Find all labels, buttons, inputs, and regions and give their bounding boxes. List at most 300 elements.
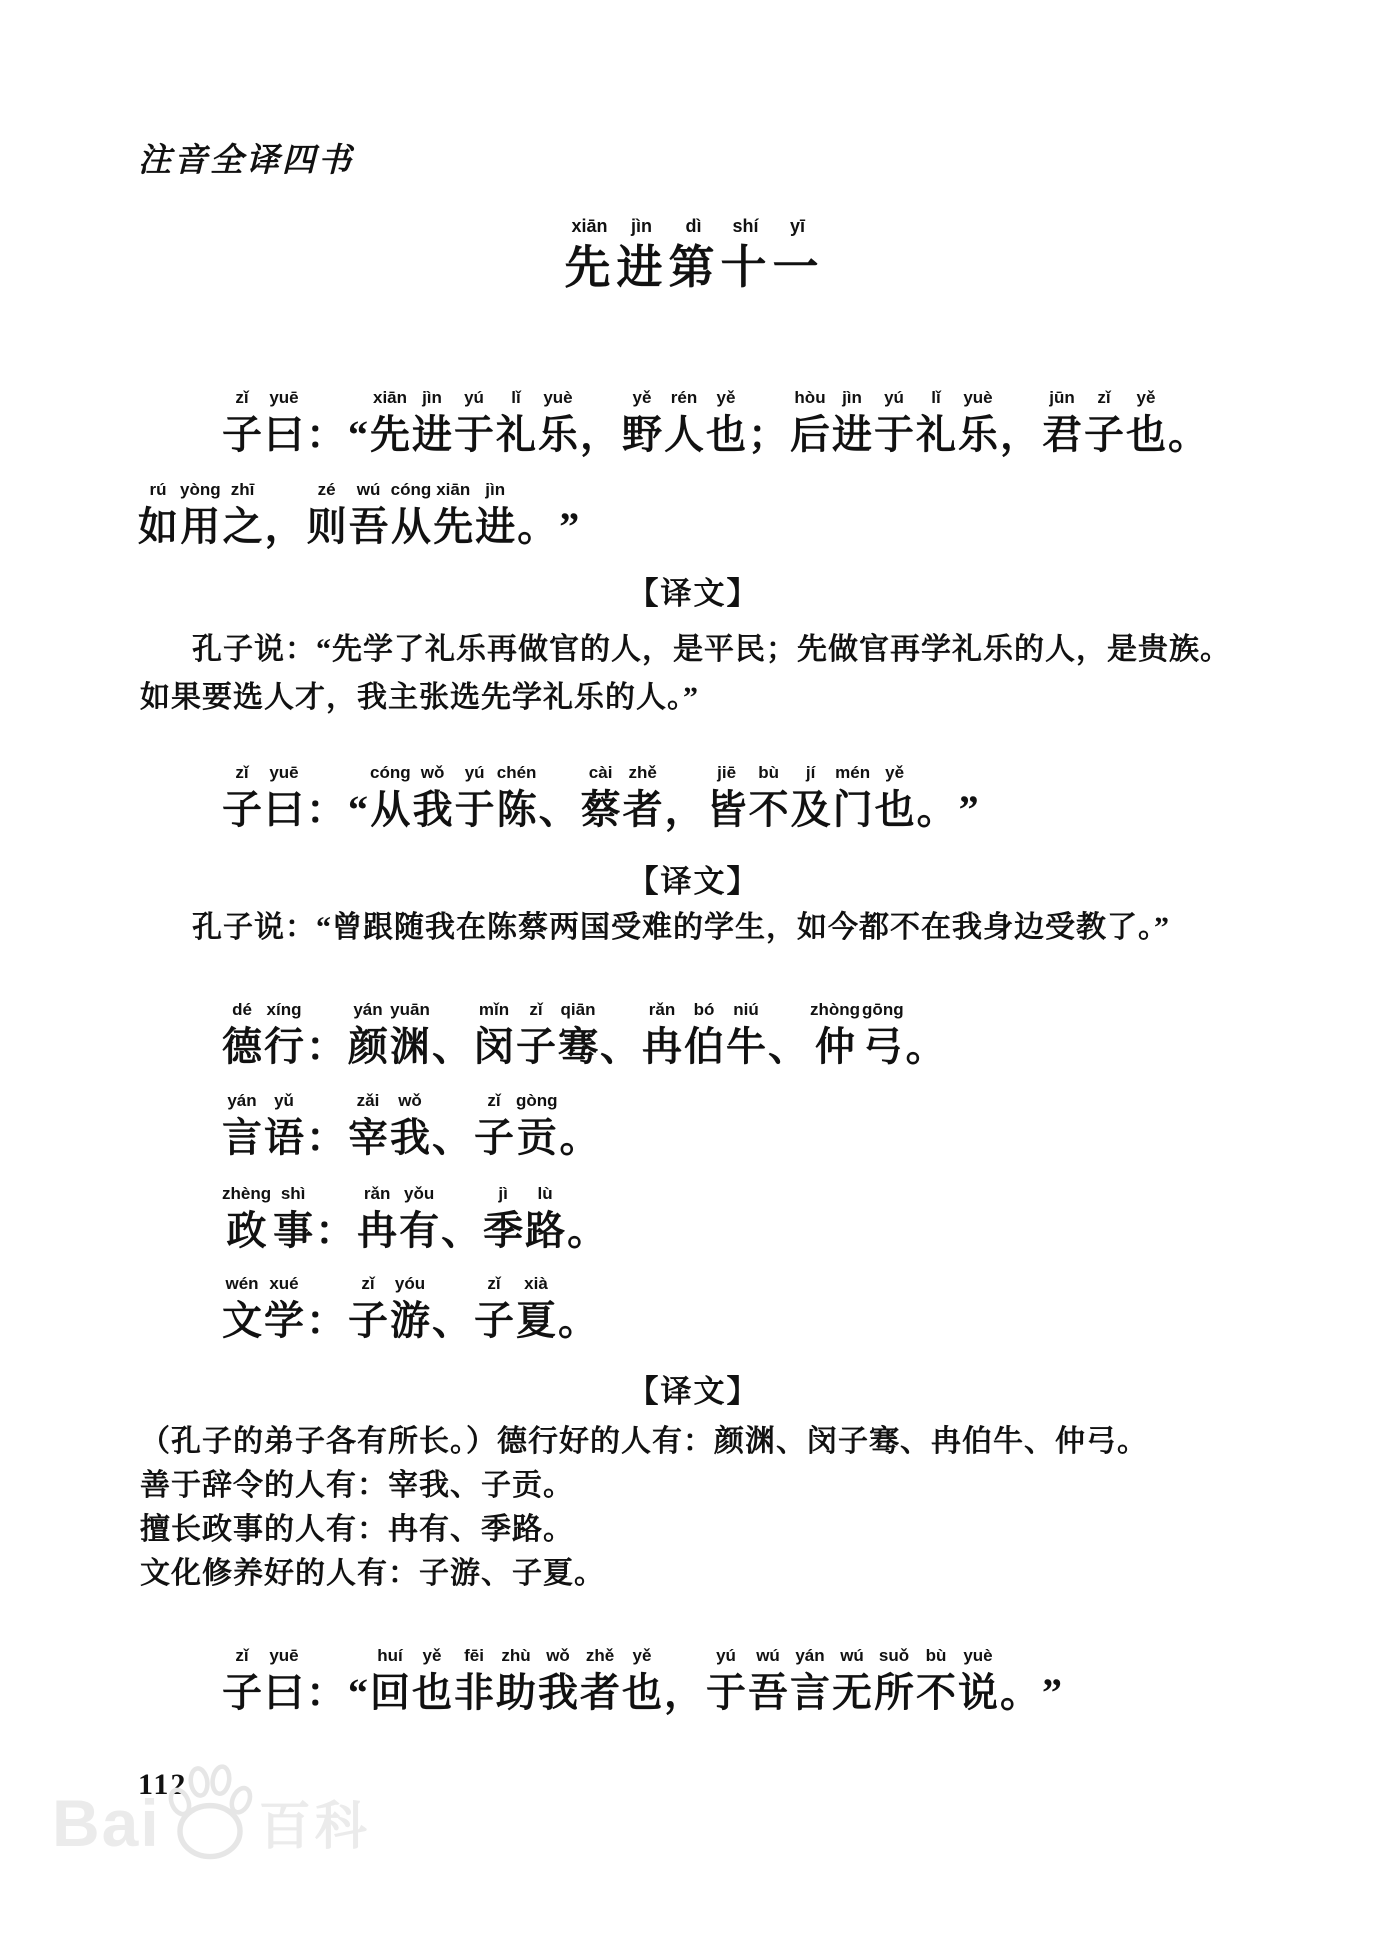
hanzi-text: ： <box>306 1024 346 1069</box>
hanzi-text: 者 <box>580 1670 620 1715</box>
pinyin-text: yuē <box>269 1646 299 1665</box>
translation-3-line-2: 善于辞令的人有：宰我、子贡。 <box>140 1469 574 1502</box>
pinyin-text: rǎn <box>363 1184 391 1203</box>
ruby-unit <box>875 763 915 834</box>
pinyin-text: jìn <box>422 388 442 407</box>
pinyin-text: cài <box>588 763 613 782</box>
chapter-title <box>0 215 1387 296</box>
ruby-unit <box>580 388 620 459</box>
pinyin-text <box>1042 1646 1062 1666</box>
ruby-unit <box>370 388 410 459</box>
pinyin-text: yǒu <box>403 1184 435 1203</box>
hanzi-text: 。 <box>567 1208 608 1253</box>
pinyin-text: bù <box>758 763 779 782</box>
pinyin-text: yuān <box>390 1000 430 1019</box>
hanzi-text: ： <box>306 787 346 832</box>
ruby-unit <box>617 215 667 296</box>
pinyin-text <box>1000 1646 1040 1666</box>
hanzi-text: 子 <box>348 1298 388 1343</box>
ruby-unit <box>1000 1646 1040 1717</box>
hanzi-text: 我 <box>538 1670 578 1715</box>
pinyin-text <box>560 1091 600 1111</box>
pinyin-text <box>768 1000 808 1020</box>
pinyin-text <box>558 1274 598 1294</box>
pinyin-text <box>306 1000 346 1020</box>
hanzi-text: 进 <box>412 412 452 457</box>
ruby-unit <box>539 763 579 834</box>
hanzi-text: 曰 <box>264 412 304 457</box>
pinyin-text: jì <box>498 1184 508 1203</box>
hanzi-text: 、 <box>538 787 579 832</box>
ruby-unit <box>664 1646 704 1717</box>
pinyin-text <box>306 1274 346 1294</box>
ruby-unit <box>726 1000 766 1071</box>
hanzi-text: ， <box>1000 412 1040 457</box>
pinyin-text: zǐ <box>235 763 249 782</box>
pinyin-text <box>315 1184 355 1204</box>
passage-zhengshi <box>137 1184 608 1255</box>
ruby-unit <box>265 480 305 551</box>
pinyin-text <box>306 1646 346 1666</box>
pinyin-text: wú <box>840 1646 864 1665</box>
pinyin-text: xiān <box>436 480 471 499</box>
pinyin-text: zhě <box>585 1646 615 1665</box>
pinyin-text: yóu <box>394 1274 426 1293</box>
pinyin-text: yī <box>789 216 805 236</box>
ruby-unit <box>474 1274 514 1345</box>
hanzi-text: 、 <box>600 1024 640 1069</box>
pinyin-text: yuè <box>963 388 993 407</box>
pinyin-text: gòng <box>516 1091 558 1110</box>
hanzi-text: 、 <box>441 1208 482 1253</box>
pinyin-text <box>959 763 979 783</box>
hanzi-text: 进 <box>616 242 667 293</box>
ruby-unit <box>721 215 771 296</box>
hanzi-text: 也 <box>622 1670 662 1715</box>
ruby-unit <box>370 1646 410 1717</box>
ruby-unit <box>810 1000 860 1071</box>
ruby-unit <box>306 763 346 834</box>
chapter-title-ruby-row <box>564 216 824 295</box>
ruby-unit <box>497 763 537 834</box>
hanzi-text: 伯 <box>684 1024 724 1069</box>
ruby-unit <box>454 1646 494 1717</box>
pinyin-text: yú <box>716 1646 736 1665</box>
watermark-text-left: Bai <box>52 1786 161 1860</box>
hanzi-text: ” <box>958 787 979 832</box>
hanzi-text: 不 <box>916 1670 956 1715</box>
ruby-unit <box>390 1000 430 1071</box>
hanzi-text: 十 <box>720 242 771 293</box>
ruby-unit <box>222 763 262 834</box>
pinyin-text: rú <box>149 480 167 499</box>
pinyin-text <box>265 480 305 500</box>
hanzi-text: 也 <box>1126 412 1166 457</box>
hanzi-text: 、 <box>432 1115 472 1160</box>
pinyin-text: wǒ <box>420 763 445 782</box>
ruby-unit <box>958 388 998 459</box>
ruby-unit <box>390 1274 430 1345</box>
hanzi-text: 颜 <box>348 1024 388 1069</box>
hanzi-text: 文 <box>222 1298 262 1343</box>
hanzi-text: 德 <box>222 1024 262 1069</box>
pinyin-text: wǒ <box>398 1091 422 1110</box>
pinyin-text: zǐ <box>235 388 249 407</box>
pinyin-text: fēi <box>464 1646 484 1665</box>
ruby-unit <box>874 388 914 459</box>
pinyin-text: jìn <box>485 480 506 499</box>
hanzi-text: 也 <box>412 1670 452 1715</box>
translation-1-line-2: 如果要选人才，我主张选先学礼乐的人。” <box>140 681 699 714</box>
pinyin-text: zǐ <box>1097 388 1111 407</box>
translation-2-line-1: 孔子说：“曾跟随我在陈蔡两国受难的学生，如今都不在我身边受教了。” <box>192 911 1170 944</box>
pinyin-text <box>306 388 346 408</box>
pinyin-text <box>748 388 788 408</box>
ruby-unit <box>222 388 262 459</box>
pinyin-text <box>580 388 620 408</box>
pinyin-text: zǐ <box>487 1274 501 1293</box>
hanzi-text: 弓 <box>862 1024 903 1069</box>
book-header-title: 注音全译四书 <box>138 143 354 179</box>
ruby-unit <box>958 1646 998 1717</box>
hanzi-text: 如 <box>138 504 178 549</box>
hanzi-text: 先 <box>433 504 474 549</box>
pinyin-text: rǎn <box>648 1000 676 1019</box>
ruby-unit <box>565 215 615 296</box>
hanzi-text: 君 <box>1042 412 1082 457</box>
pinyin-text: wǒ <box>546 1646 570 1665</box>
ruby-unit <box>665 763 705 834</box>
pinyin-text: zhù <box>501 1646 531 1665</box>
ruby-unit <box>306 388 346 459</box>
hanzi-text: 子 <box>474 1298 514 1343</box>
hanzi-text: 进 <box>832 412 872 457</box>
pinyin-text: yú <box>464 763 485 782</box>
ruby-unit <box>773 215 823 296</box>
pinyin-text: yán <box>353 1000 383 1019</box>
ruby-unit <box>906 1000 946 1071</box>
pinyin-text: wú <box>756 1646 780 1665</box>
yiwen-label-3: 【译文】 <box>627 1374 760 1409</box>
yiwen-label-1: 【译文】 <box>627 576 760 611</box>
passage-last <box>137 1646 1063 1717</box>
ruby-unit <box>862 1000 904 1071</box>
ruby-unit <box>790 1646 830 1717</box>
ruby-unit <box>222 1646 262 1717</box>
pinyin-text: yú <box>884 388 904 407</box>
hanzi-text: 说 <box>958 1670 998 1715</box>
ruby-unit <box>567 1184 607 1255</box>
ruby-unit <box>264 1000 304 1071</box>
pinyin-text <box>539 763 579 783</box>
ruby-unit <box>664 388 704 459</box>
pinyin-text <box>348 763 368 783</box>
ruby-unit <box>391 480 432 551</box>
translation-3-line-1: （孔子的弟子各有所长。）德行好的人有：颜渊、闵子骞、冉伯牛、仲弓。 <box>140 1425 1148 1458</box>
translation-3-line-4: 文化修养好的人有：子游、子夏。 <box>140 1557 605 1590</box>
pinyin-text: yuē <box>269 763 299 782</box>
pinyin-text: dé <box>232 1000 252 1019</box>
ruby-unit <box>748 1646 788 1717</box>
ruby-unit <box>348 763 368 834</box>
hanzi-text: 。 <box>559 1115 600 1160</box>
pinyin-text: zǐ <box>487 1091 501 1110</box>
ruby-unit <box>432 1091 472 1162</box>
pinyin-text: niú <box>733 1000 759 1019</box>
ruby-unit <box>474 1000 514 1071</box>
pinyin-text: yě <box>422 1646 442 1665</box>
ruby-unit <box>1042 1646 1062 1717</box>
ruby-unit <box>390 1091 430 1162</box>
ruby-unit <box>516 1000 556 1071</box>
pinyin-text <box>906 1000 946 1020</box>
hanzi-text: 吾 <box>748 1670 788 1715</box>
pinyin-text: zhèng <box>222 1184 272 1203</box>
hanzi-text: 则 <box>306 504 347 549</box>
ruby-unit <box>1126 388 1166 459</box>
hanzi-text: ： <box>315 1208 356 1253</box>
ruby-unit <box>306 1000 346 1071</box>
hanzi-text: 政 <box>226 1208 267 1253</box>
pinyin-text: chén <box>496 763 537 782</box>
pinyin-text: mén <box>835 763 871 782</box>
ruby-unit <box>412 1646 452 1717</box>
ruby-unit <box>349 480 389 551</box>
pinyin-text <box>348 1646 368 1666</box>
hanzi-text: 子 <box>474 1115 514 1160</box>
ruby-unit <box>684 1000 724 1071</box>
hanzi-text: 子 <box>516 1024 556 1069</box>
pinyin-text: yě <box>632 1646 652 1665</box>
pinyin-text: xíng <box>266 1000 302 1019</box>
ruby-unit <box>1000 388 1040 459</box>
pinyin-text: yuè <box>963 1646 993 1665</box>
ruby-unit <box>642 1000 682 1071</box>
ruby-unit <box>768 1000 808 1071</box>
pinyin-text: zǎi <box>356 1091 380 1110</box>
ruby-unit <box>306 1646 346 1717</box>
passage-dexing <box>137 1000 947 1071</box>
pinyin-text: jí <box>805 763 816 782</box>
hanzi-text: ， <box>580 412 620 457</box>
ruby-unit <box>348 388 368 459</box>
ruby-unit <box>516 1274 556 1345</box>
pinyin-text <box>917 763 957 783</box>
pinyin-text: lǐ <box>511 388 521 407</box>
pinyin-text: mǐn <box>478 1000 510 1019</box>
hanzi-text: “ <box>348 412 368 457</box>
hanzi-text: 也 <box>706 412 746 457</box>
ruby-unit <box>222 1091 262 1162</box>
pinyin-text: lǐ <box>931 388 941 407</box>
ruby-unit <box>370 763 411 834</box>
hanzi-text: 路 <box>525 1208 566 1253</box>
pinyin-text: gōng <box>862 1000 904 1019</box>
yiwen-label-2: 【译文】 <box>627 864 760 899</box>
hanzi-text: 从 <box>390 504 431 549</box>
hanzi-text: 骞 <box>558 1024 598 1069</box>
pinyin-text: cóng <box>390 480 432 499</box>
ruby-unit <box>222 1274 262 1345</box>
pinyin-text <box>1000 388 1040 408</box>
translation-1-line-1: 孔子说：“先学了礼乐再做官的人，是平民；先做官再学礼乐的人，是贵族。 <box>192 633 1231 666</box>
passage-2 <box>137 763 980 834</box>
ruby-unit <box>180 480 221 551</box>
hanzi-text: ， <box>664 1670 704 1715</box>
pinyin-text: shí <box>732 216 759 236</box>
hanzi-text: ， <box>264 504 305 549</box>
ruby-unit <box>517 480 557 551</box>
hanzi-text: 学 <box>264 1298 304 1343</box>
pinyin-text: jūn <box>1049 388 1075 407</box>
hanzi-text: 、 <box>432 1298 472 1343</box>
hanzi-text: 事 <box>273 1208 314 1253</box>
hanzi-text: 宰 <box>348 1115 388 1160</box>
ruby-unit <box>622 1646 662 1717</box>
hanzi-text: 牛 <box>726 1024 766 1069</box>
passage-wenxue <box>137 1274 599 1345</box>
ruby-unit <box>559 480 579 551</box>
hanzi-text: 子 <box>222 787 262 832</box>
pinyin-text: yě <box>716 388 736 407</box>
pinyin-text: zǐ <box>529 1000 543 1019</box>
hanzi-text: ； <box>748 412 788 457</box>
ruby-unit <box>538 1646 578 1717</box>
hanzi-text: ” <box>559 504 580 549</box>
hanzi-text: “ <box>348 787 368 832</box>
hanzi-text: 我 <box>390 1115 430 1160</box>
ruby-unit <box>580 1646 620 1717</box>
ruby-unit <box>138 480 178 551</box>
hanzi-text: ： <box>306 1670 346 1715</box>
pinyin-text: zǐ <box>361 1274 375 1293</box>
hanzi-text: 曰 <box>264 1670 304 1715</box>
ruby-unit <box>348 1646 368 1717</box>
pinyin-text: zǐ <box>235 1646 249 1665</box>
hanzi-text: 人 <box>664 412 704 457</box>
hanzi-text: 渊 <box>390 1024 430 1069</box>
ruby-unit <box>1084 388 1124 459</box>
pinyin-text: yuè <box>543 388 573 407</box>
hanzi-text: 贡 <box>516 1115 557 1160</box>
pinyin-text: qiān <box>560 1000 596 1019</box>
page-number: 112 <box>138 1768 188 1801</box>
hanzi-text: 回 <box>370 1670 410 1715</box>
ruby-unit <box>707 763 747 834</box>
pinyin-text: jìn <box>842 388 862 407</box>
hanzi-text: 闵 <box>474 1024 514 1069</box>
ruby-unit <box>558 1000 598 1071</box>
hanzi-text: 先 <box>370 412 410 457</box>
pinyin-text <box>1168 388 1208 408</box>
ruby-unit <box>264 763 304 834</box>
passage-yanyu <box>137 1091 601 1162</box>
hanzi-text: ” <box>1042 1670 1062 1715</box>
hanzi-text: 仲 <box>815 1024 856 1069</box>
pinyin-text: suǒ <box>878 1646 910 1665</box>
pinyin-text <box>517 480 557 500</box>
hanzi-text: 、 <box>432 1024 472 1069</box>
hanzi-text: 蔡 <box>580 787 621 832</box>
ruby-unit <box>1042 388 1082 459</box>
hanzi-text: 。 <box>517 504 558 549</box>
ruby-unit <box>623 763 663 834</box>
ruby-unit <box>222 1000 262 1071</box>
ruby-unit <box>525 1184 565 1255</box>
ruby-unit <box>483 1184 523 1255</box>
pinyin-text: zhòng <box>810 1000 861 1019</box>
pinyin-text: yě <box>632 388 652 407</box>
ruby-unit <box>833 763 873 834</box>
hanzi-text: 所 <box>874 1670 914 1715</box>
hanzi-text: ： <box>306 1298 346 1343</box>
pinyin-text: wén <box>225 1274 259 1293</box>
ruby-unit <box>516 1091 558 1162</box>
ruby-unit <box>558 1274 598 1345</box>
hanzi-text: 子 <box>222 412 262 457</box>
pinyin-text <box>306 1091 346 1111</box>
hanzi-text: 乐 <box>538 412 578 457</box>
ruby-unit <box>538 388 578 459</box>
pinyin-text: xià <box>524 1274 548 1293</box>
hanzi-text: 后 <box>790 412 830 457</box>
ruby-unit <box>474 1091 514 1162</box>
pinyin-text: hòu <box>794 388 826 407</box>
ruby-unit <box>412 388 452 459</box>
pinyin-text <box>664 1646 704 1666</box>
ruby-unit <box>959 763 979 834</box>
translation-3-line-3: 擅长政事的人有：冉有、季路。 <box>140 1513 574 1546</box>
pinyin-text: jìn <box>631 216 652 236</box>
ruby-unit <box>916 388 956 459</box>
hanzi-text: 第 <box>668 242 719 293</box>
pinyin-text <box>432 1274 472 1294</box>
hanzi-text: 一 <box>772 242 823 293</box>
ruby-unit <box>264 1091 304 1162</box>
pinyin-text: yán <box>227 1091 257 1110</box>
ruby-unit <box>706 1646 746 1717</box>
ruby-unit <box>749 763 789 834</box>
hanzi-text: 于 <box>874 412 914 457</box>
ruby-unit <box>669 215 719 296</box>
ruby-unit <box>264 1274 304 1345</box>
pinyin-text: huí <box>377 1646 403 1665</box>
pinyin-text <box>306 763 346 783</box>
hanzi-text: 陈 <box>496 787 537 832</box>
hanzi-text: 。 <box>916 787 957 832</box>
hanzi-text: 。 <box>905 1024 946 1069</box>
ruby-unit <box>706 388 746 459</box>
ruby-unit <box>832 388 872 459</box>
pinyin-text: cóng <box>370 763 411 782</box>
hanzi-text: 之 <box>222 504 263 549</box>
pinyin-text: yǔ <box>274 1091 294 1110</box>
ruby-unit <box>475 480 515 551</box>
ruby-unit <box>413 763 453 834</box>
hanzi-text: 行 <box>264 1024 304 1069</box>
ruby-unit <box>496 1646 536 1717</box>
ruby-unit <box>273 1184 313 1255</box>
ruby-unit <box>357 1184 397 1255</box>
hanzi-text: 游 <box>390 1298 430 1343</box>
pinyin-text: bó <box>693 1000 715 1019</box>
hanzi-text: 野 <box>622 412 662 457</box>
pinyin-text: zhī <box>230 480 255 499</box>
pinyin-text: yuē <box>269 388 299 407</box>
pinyin-text: xiān <box>372 388 408 407</box>
ruby-unit <box>348 1091 388 1162</box>
hanzi-text: 及 <box>790 787 831 832</box>
